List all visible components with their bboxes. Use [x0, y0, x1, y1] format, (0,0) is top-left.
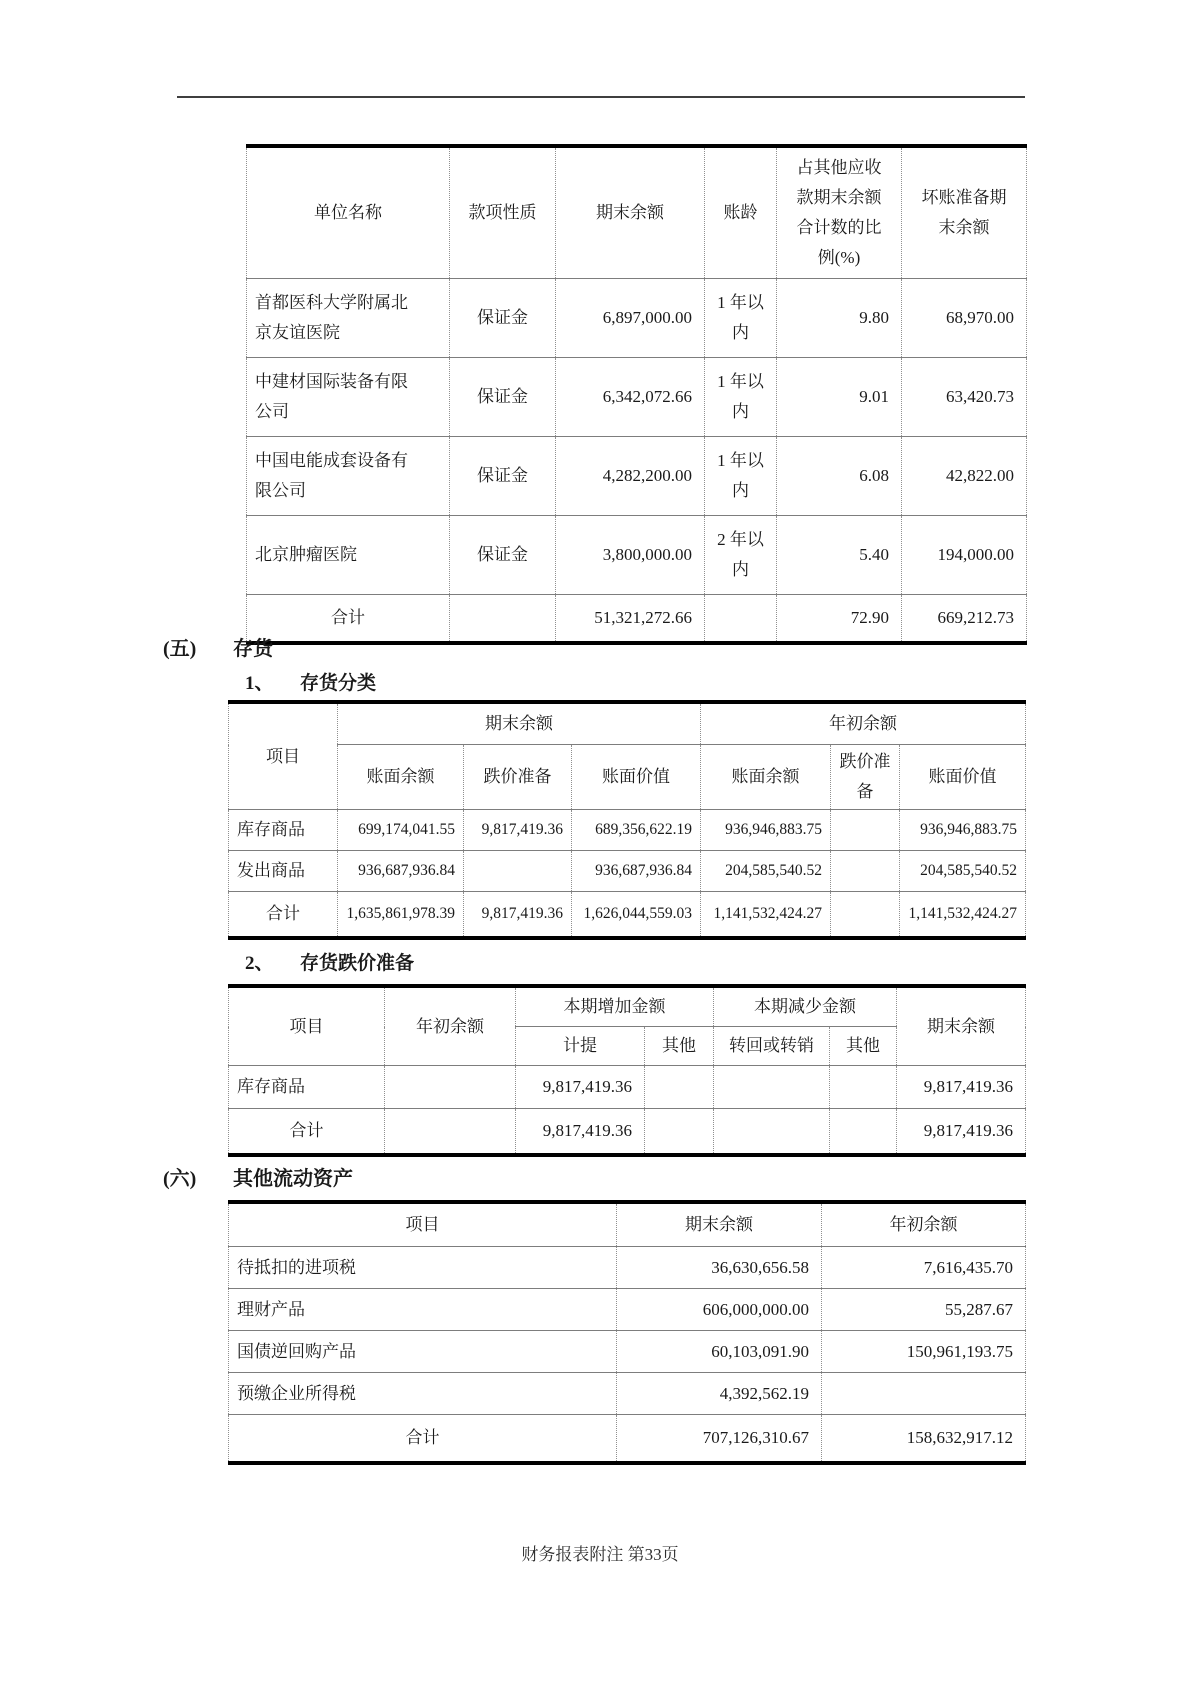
cell-item: 发出商品	[229, 851, 338, 892]
table-row	[229, 810, 1026, 851]
cell-ending-impairment	[464, 851, 572, 892]
section-number: (五)	[163, 638, 197, 660]
cell-beginning	[822, 1373, 1026, 1415]
cell-total-ending: 9,817,419.36	[897, 1109, 1026, 1156]
cell-reversal	[714, 1066, 830, 1109]
cell-ending-book-balance: 936,687,936.84	[338, 851, 464, 892]
cell-ending: 4,392,562.19	[617, 1373, 822, 1415]
col-header-book-balance: 账面余额	[338, 745, 464, 810]
cell-total-beginning-book-balance: 1,141,532,424.27	[701, 892, 831, 939]
page-header-rule	[177, 96, 1025, 98]
table-total-row	[247, 595, 1027, 644]
table-group-header-row	[229, 986, 1026, 1027]
table-group-header-row	[229, 702, 1026, 745]
table-row	[229, 851, 1026, 892]
group-header-ending: 期末余额	[338, 702, 701, 745]
cell-other-decrease	[830, 1066, 897, 1109]
cell-empty	[450, 595, 556, 644]
group-header-decrease: 本期减少金额	[714, 986, 897, 1027]
cell-item: 预缴企业所得税	[229, 1373, 617, 1415]
table-row	[247, 437, 1027, 516]
cell-ending-book-value: 936,687,936.84	[572, 851, 701, 892]
col-header-impairment: 跌价准备	[831, 745, 900, 810]
subsection-heading-inventory-classification	[245, 668, 376, 695]
table-row	[229, 1066, 1026, 1109]
col-header-unit: 单位名称	[247, 146, 450, 279]
cell-total-label: 合计	[229, 892, 338, 939]
cell-total-provision: 669,212.73	[902, 595, 1027, 644]
section-title: 存货	[233, 638, 273, 660]
cell-aging: 1 年以内	[705, 279, 777, 358]
cell-total-label: 合计	[247, 595, 450, 644]
cell-aging: 1 年以内	[705, 437, 777, 516]
subsection-number: 1、	[245, 673, 274, 694]
col-header-ending-balance: 期末余额	[556, 146, 705, 279]
section-number: (六)	[163, 1168, 197, 1190]
table-total-row	[229, 892, 1026, 939]
cell-ratio: 5.40	[777, 516, 902, 595]
col-header-item: 项目	[229, 702, 338, 810]
table-row	[229, 1373, 1026, 1415]
subsection-heading-inventory-impairment	[245, 948, 414, 975]
cell-total-label: 合计	[229, 1109, 385, 1156]
cell-item: 待抵扣的进项税	[229, 1247, 617, 1289]
cell-provision: 68,970.00	[902, 279, 1027, 358]
cell-total-ending-book-balance: 1,635,861,978.39	[338, 892, 464, 939]
cell-empty	[705, 595, 777, 644]
table-row	[229, 1289, 1026, 1331]
cell-ratio: 9.80	[777, 279, 902, 358]
cell-ending-book-value: 689,356,622.19	[572, 810, 701, 851]
col-header-other: 其他	[645, 1027, 714, 1066]
subsection-title: 存货分类	[300, 673, 377, 694]
cell-aging: 2 年以内	[705, 516, 777, 595]
cell-ending: 606,000,000.00	[617, 1289, 822, 1331]
table-row	[229, 1331, 1026, 1373]
cell-unit: 首都医科大学附属北京友谊医院	[247, 279, 450, 358]
cell-ending-balance: 6,897,000.00	[556, 279, 705, 358]
cell-provision: 42,822.00	[902, 437, 1027, 516]
col-header-other: 其他	[830, 1027, 897, 1066]
table-row	[247, 279, 1027, 358]
col-header-accrual: 计提	[516, 1027, 645, 1066]
col-header-impairment: 跌价准备	[464, 745, 572, 810]
cell-provision: 63,420.73	[902, 358, 1027, 437]
cell-item: 国债逆回购产品	[229, 1331, 617, 1373]
col-header-ending: 期末余额	[897, 986, 1026, 1066]
cell-nature: 保证金	[450, 437, 556, 516]
inventory-impairment-table	[228, 984, 1026, 1157]
cell-beginning	[385, 1066, 516, 1109]
col-header-book-value: 账面价值	[572, 745, 701, 810]
cell-other-increase	[645, 1066, 714, 1109]
cell-ending-balance: 6,342,072.66	[556, 358, 705, 437]
subsection-number: 2、	[245, 953, 274, 974]
col-header-beginning: 年初余额	[385, 986, 516, 1066]
cell-beginning: 55,287.67	[822, 1289, 1026, 1331]
cell-total-label: 合计	[229, 1415, 617, 1464]
group-header-beginning: 年初余额	[701, 702, 1026, 745]
cell-ending: 36,630,656.58	[617, 1247, 822, 1289]
table-total-row	[229, 1415, 1026, 1464]
cell-beginning-impairment	[831, 810, 900, 851]
cell-beginning: 7,616,435.70	[822, 1247, 1026, 1289]
col-header-aging: 账龄	[705, 146, 777, 279]
cell-total-ratio: 72.90	[777, 595, 902, 644]
cell-ending-book-balance: 699,174,041.55	[338, 810, 464, 851]
col-header-reversal: 转回或转销	[714, 1027, 830, 1066]
table-row	[229, 1247, 1026, 1289]
table-total-row	[229, 1109, 1026, 1156]
cell-ending: 9,817,419.36	[897, 1066, 1026, 1109]
cell-total-beginning-impairment	[831, 892, 900, 939]
cell-total-other-decrease	[830, 1109, 897, 1156]
col-header-ratio: 占其他应收款期末余额合计数的比例(%)	[777, 146, 902, 279]
table-row	[247, 516, 1027, 595]
cell-unit: 北京肿瘤医院	[247, 516, 450, 595]
cell-ratio: 9.01	[777, 358, 902, 437]
cell-beginning-book-balance: 204,585,540.52	[701, 851, 831, 892]
cell-nature: 保证金	[450, 358, 556, 437]
cell-unit: 中建材国际装备有限公司	[247, 358, 450, 437]
section-heading-inventory	[163, 632, 273, 661]
other-current-assets-table	[228, 1200, 1026, 1465]
cell-total-other-increase	[645, 1109, 714, 1156]
cell-nature: 保证金	[450, 516, 556, 595]
cell-item: 库存商品	[229, 810, 338, 851]
cell-total-reversal	[714, 1109, 830, 1156]
subsection-title: 存货跌价准备	[300, 953, 415, 974]
section-heading-other-current-assets	[163, 1162, 353, 1191]
table-header-row	[229, 1202, 1026, 1247]
inventory-classification-table	[228, 700, 1026, 940]
cell-total-ending-balance: 51,321,272.66	[556, 595, 705, 644]
cell-total-ending-book-value: 1,626,044,559.03	[572, 892, 701, 939]
cell-total-ending-impairment: 9,817,419.36	[464, 892, 572, 939]
cell-beginning-book-balance: 936,946,883.75	[701, 810, 831, 851]
cell-aging: 1 年以内	[705, 358, 777, 437]
cell-total-accrual: 9,817,419.36	[516, 1109, 645, 1156]
cell-nature: 保证金	[450, 279, 556, 358]
col-header-item: 项目	[229, 986, 385, 1066]
cell-beginning-book-value: 936,946,883.75	[900, 810, 1026, 851]
col-header-provision: 坏账准备期末余额	[902, 146, 1027, 279]
col-header-ending: 期末余额	[617, 1202, 822, 1247]
cell-accrual: 9,817,419.36	[516, 1066, 645, 1109]
section-title: 其他流动资产	[233, 1168, 353, 1190]
cell-total-ending: 707,126,310.67	[617, 1415, 822, 1464]
group-header-increase: 本期增加金额	[516, 986, 714, 1027]
page-footer: 财务报表附注 第33页	[521, 1545, 679, 1564]
cell-beginning-book-value: 204,585,540.52	[900, 851, 1026, 892]
cell-ending: 60,103,091.90	[617, 1331, 822, 1373]
cell-ending-balance: 4,282,200.00	[556, 437, 705, 516]
table-row	[247, 358, 1027, 437]
col-header-book-value: 账面价值	[900, 745, 1026, 810]
cell-ending-balance: 3,800,000.00	[556, 516, 705, 595]
col-header-book-balance: 账面余额	[701, 745, 831, 810]
cell-ending-impairment: 9,817,419.36	[464, 810, 572, 851]
cell-beginning: 150,961,193.75	[822, 1331, 1026, 1373]
table-header-row	[247, 146, 1027, 279]
col-header-item: 项目	[229, 1202, 617, 1247]
cell-provision: 194,000.00	[902, 516, 1027, 595]
col-header-nature: 款项性质	[450, 146, 556, 279]
cell-ratio: 6.08	[777, 437, 902, 516]
cell-item: 库存商品	[229, 1066, 385, 1109]
table-subheader-row	[229, 745, 1026, 810]
cell-beginning-impairment	[831, 851, 900, 892]
cell-total-beginning-book-value: 1,141,532,424.27	[900, 892, 1026, 939]
receivables-table	[246, 144, 1027, 645]
cell-unit: 中国电能成套设备有限公司	[247, 437, 450, 516]
cell-total-beginning: 158,632,917.12	[822, 1415, 1026, 1464]
cell-item: 理财产品	[229, 1289, 617, 1331]
cell-total-beginning	[385, 1109, 516, 1156]
col-header-beginning: 年初余额	[822, 1202, 1026, 1247]
